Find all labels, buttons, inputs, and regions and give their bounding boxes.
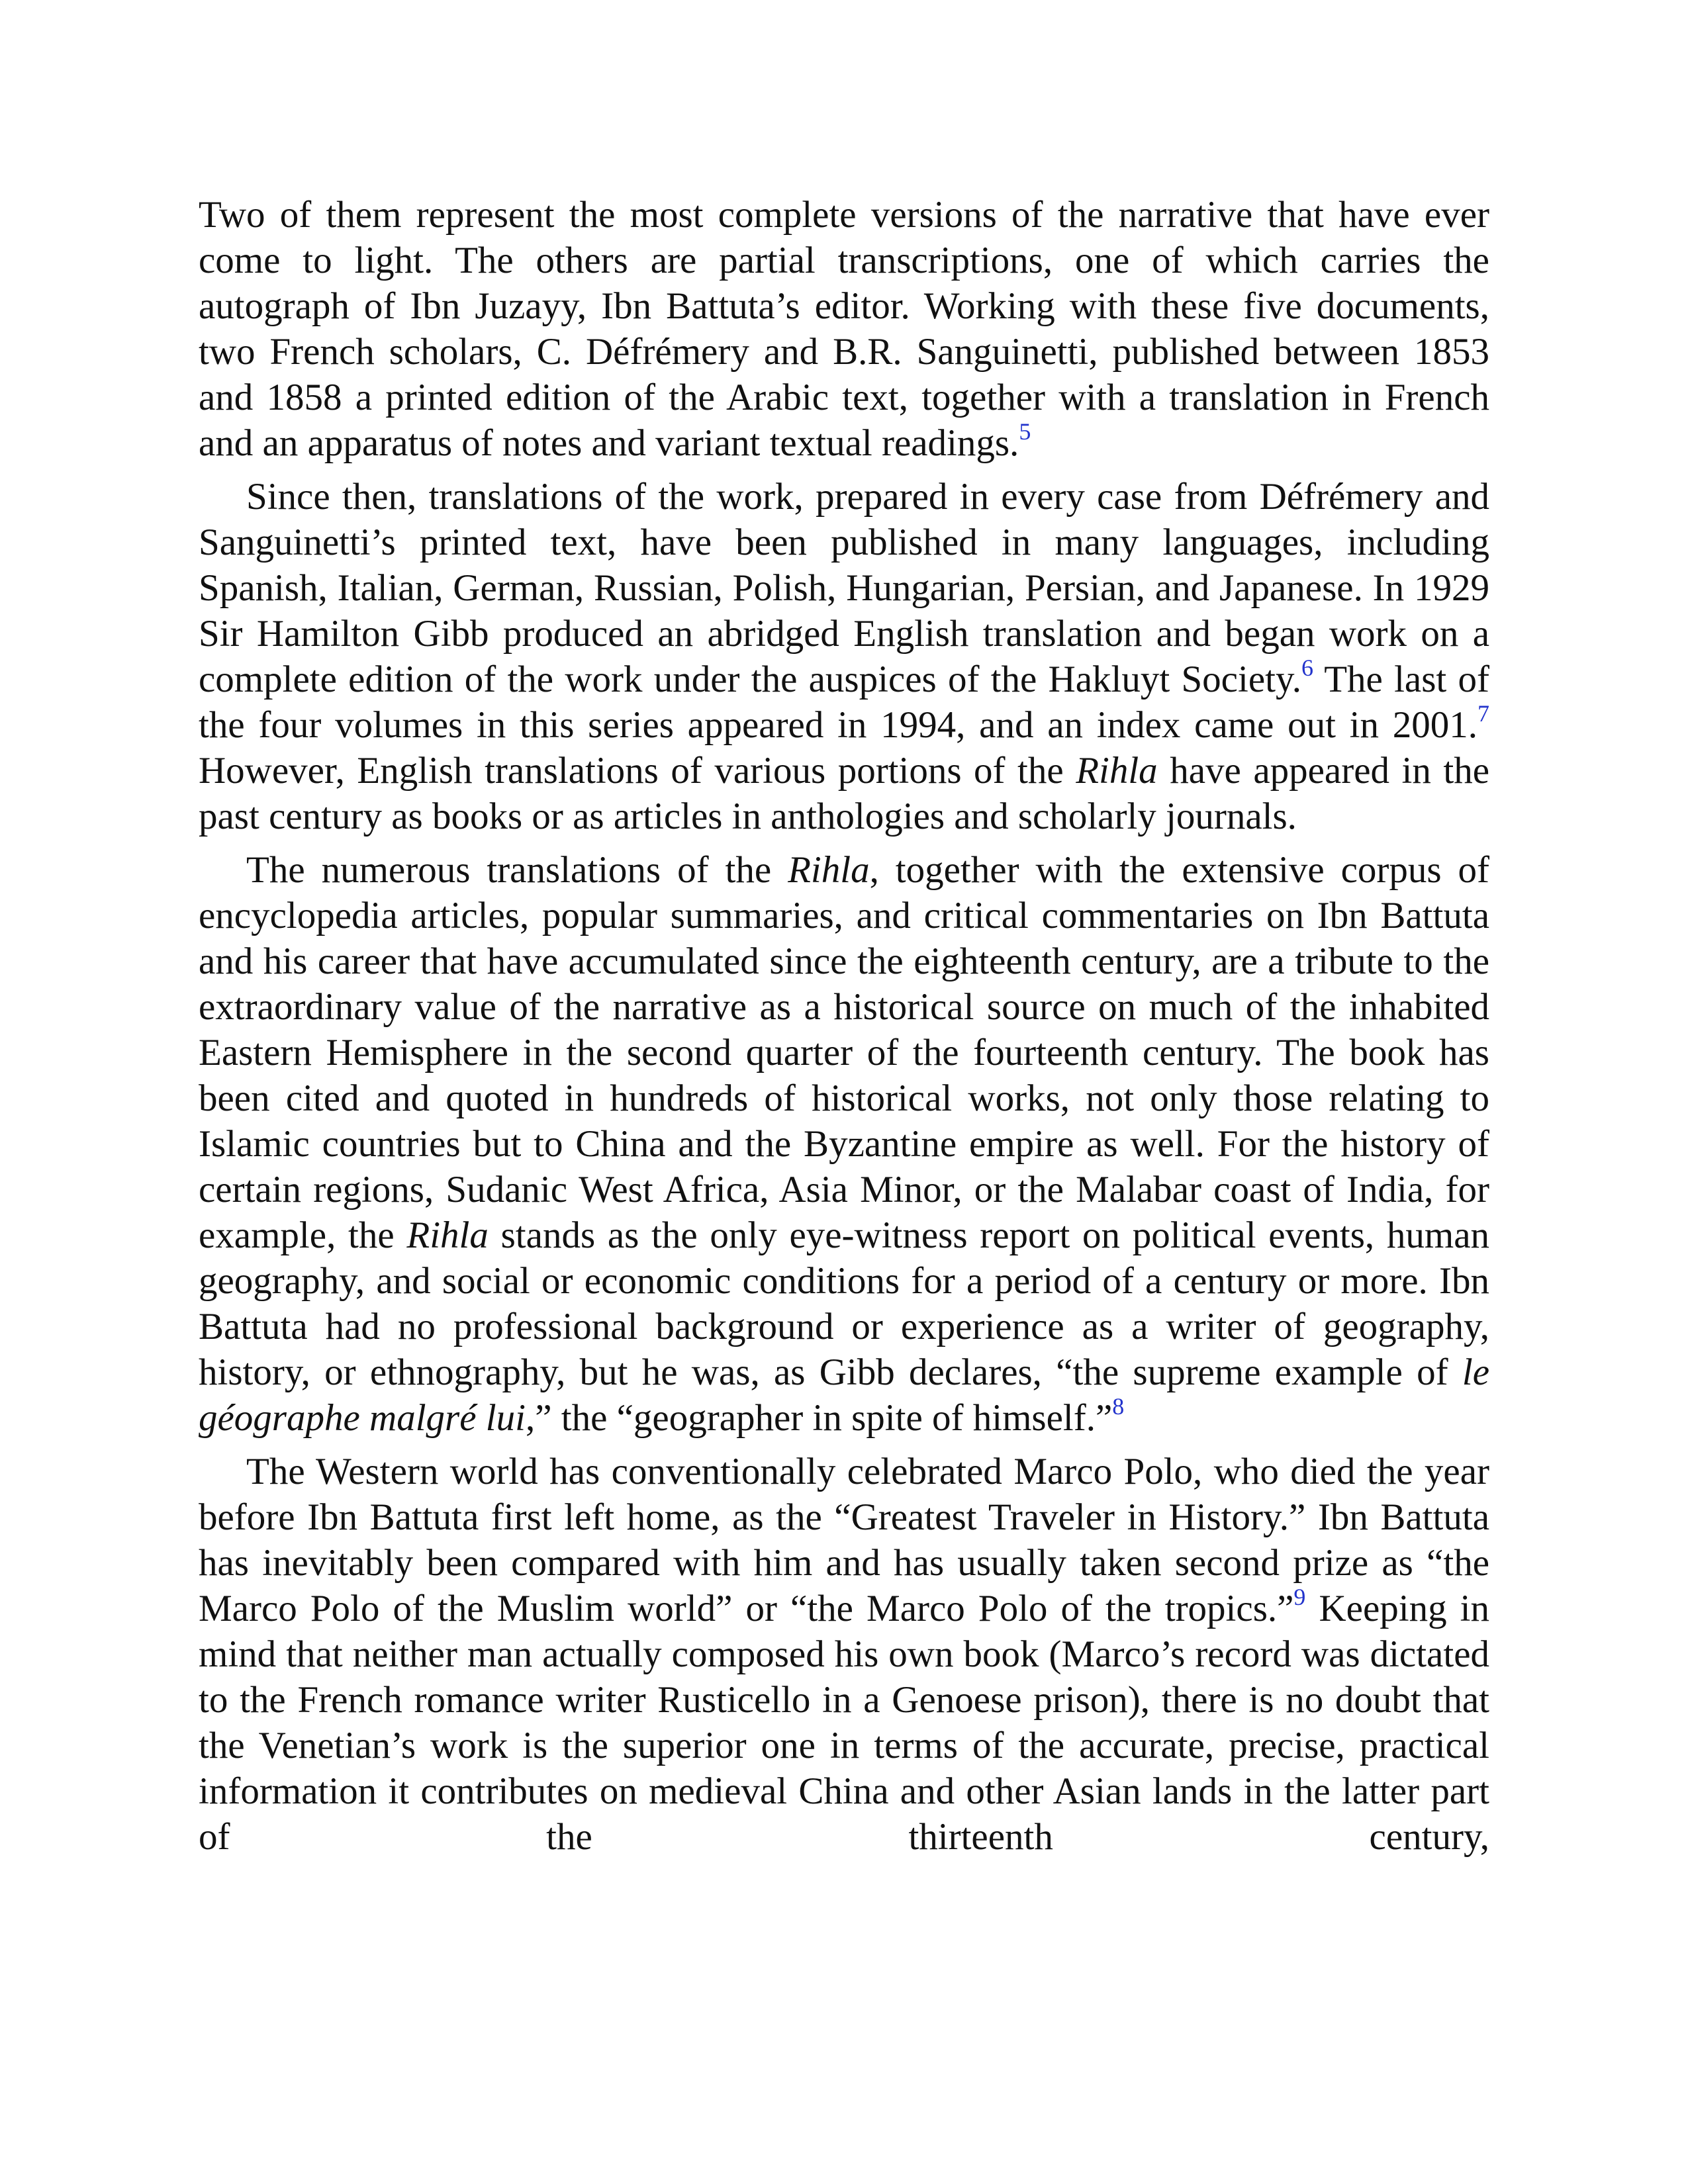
page-body xyxy=(199,192,1489,1868)
paragraph-text: The numerous translations of the xyxy=(246,849,788,891)
paragraph-manuscripts xyxy=(199,192,1489,466)
italic-title: Rihla xyxy=(406,1214,489,1256)
paragraph-text: Keeping in mind that neither man actually composed his own book (Marco’s record was dictated to the French romance writer Rusticello in a Genoese prison), there is no doubt that the Venetian’s work is the superior one in terms of the accurate, precise, practical information it contributes on medieval China and other Asian lands in the latter part of the thirteenth century, xyxy=(199,1588,1489,1858)
paragraph-text: , together with the extensive corpus of encyclopedia articles, popular summaries, and critical commentaries on Ibn Battuta and his career that have accumulated since the eighteenth century, are a tribute to the extraordinary value of the narrative as a historical source on much of the inhabited Eastern Hemisphere in the second quarter of the fourteenth century. The book has been cited and quoted in hundreds of historical works, not only those relating to Islamic countries but to China and the Byzantine empire as well. For the history of certain regions, Sudanic West Africa, Asia Minor, or the Malabar coast of India, for example, the xyxy=(199,849,1489,1256)
italic-phrase: le géographe malgré lui xyxy=(199,1351,1489,1439)
italic-title: Rihla xyxy=(1076,750,1158,792)
paragraph-text: However, English translations of various portions of the xyxy=(199,750,1076,792)
paragraph-text: ,” the “geographer in spite of himself.” xyxy=(525,1397,1113,1439)
paragraph-text: Since then, translations of the work, prepared in every case from Défrémery and Sanguinetti’s printed text, have been published in many languages, including Spanish, Italian, German, Russian, Polish, Hungarian, Persian, and Japanese. In 1929 Sir Hamilton Gibb produced an abridged English translation and began work on a complete edition of the work under the auspices of the Hakluyt Society. xyxy=(199,476,1489,700)
footnote-ref-6[interactable]: 6 xyxy=(1301,655,1314,681)
footnote-ref-5[interactable]: 5 xyxy=(1019,418,1031,445)
footnote-ref-9[interactable]: 9 xyxy=(1293,1584,1306,1610)
footnote-ref-7[interactable]: 7 xyxy=(1477,700,1489,727)
paragraph-text: The Western world has conventionally celebrated Marco Polo, who died the year before Ibn Battuta first left home, as the “Greatest Traveler in History.” Ibn Battuta has inevitably been compared with him and has usually taken second prize as “the Marco Polo of the Muslim world” or “the Marco Polo of the tropics.” xyxy=(199,1451,1489,1629)
paragraph-text: stands as the only eye-witness report on political events, human geography, and social or economic conditions for a period of a century or more. Ibn Battuta had no professional background or experience as a writer of geography, history, or ethnography, but he was, as Gibb declares, “the supreme example of xyxy=(199,1214,1489,1393)
paragraph-text: Two of them represent the most complete versions of the narrative that have ever come to light. The others are partial transcriptions, one of which carries the autograph of Ibn Juzayy, Ibn Battuta’s editor. Working with these five documents, two French scholars, C. Défrémery and B.R. Sanguinetti, published between 1853 and 1858 a printed edition of the Arabic text, together with a translation in French and an apparatus of notes and variant textual readings. xyxy=(199,194,1489,464)
footnote-ref-8[interactable]: 8 xyxy=(1112,1393,1125,1420)
paragraph-text: have appeared in the past century as books or as articles in anthologies and scholarly journals. xyxy=(199,750,1489,837)
paragraph-text: The last of the four volumes in this series appeared in 1994, and an index came out in 2001. xyxy=(199,659,1489,746)
paragraph-translations xyxy=(199,474,1489,839)
paragraph-marco-polo xyxy=(199,1449,1489,1860)
italic-title: Rihla xyxy=(788,849,870,891)
paragraph-historical-value xyxy=(199,847,1489,1441)
